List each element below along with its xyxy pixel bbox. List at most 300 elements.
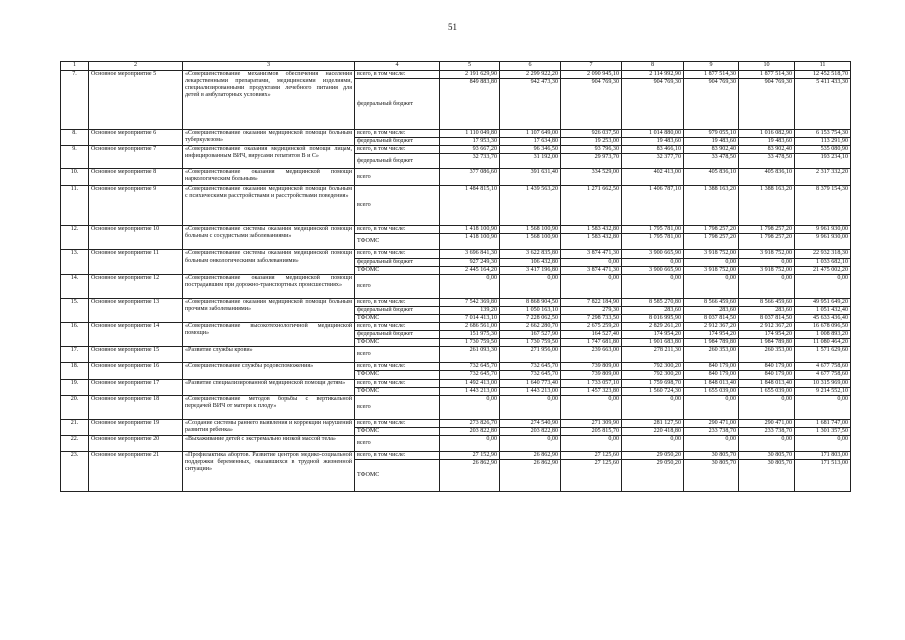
amount-cell: 1 050 163,10 [500,306,561,314]
amount-cell: 0,00 [795,274,851,298]
funding-source: ТФОМС [355,339,440,347]
amount-cell: 8 037 814,50 [739,314,795,322]
amount-cell: 1 583 432,80 [561,226,622,234]
funding-source: ТФОМС [355,234,440,250]
amount-cell: 0,00 [684,258,739,266]
funding-source: всего, в том числе: [355,419,440,427]
table-row [61,347,851,363]
amount-cell: 19 483,60 [739,138,795,146]
amount-cell: 271 956,00 [500,347,561,363]
amount-cell: 0,00 [440,274,500,298]
amount-cell: 0,00 [440,395,500,419]
amount-cell: 904 769,30 [622,79,684,130]
table-row [61,395,851,419]
table-row [61,451,851,459]
amount-cell: 26 862,90 [500,459,561,491]
amount-cell: 405 836,10 [739,169,795,186]
amount-cell: 30 805,70 [684,451,739,459]
table-row [61,323,851,331]
amount-cell: 1 014 880,00 [622,130,684,138]
column-header: 4 [355,62,440,71]
amount-cell: 3 900 665,90 [622,266,684,274]
amount-cell: 0,00 [561,395,622,419]
amount-cell: 3 900 665,90 [622,250,684,258]
activity-name: Основное мероприятие 11 [89,250,183,274]
amount-cell: 3 417 196,80 [500,266,561,274]
funding-source: всего, в том числе: [355,226,440,234]
amount-cell: 0,00 [622,395,684,419]
table-row [61,435,851,451]
amount-cell: 33 478,50 [739,154,795,169]
amount-cell: 1 798 257,20 [684,226,739,234]
amount-cell: 377 086,60 [440,169,500,186]
funding-source: ТФОМС [355,371,440,379]
amount-cell: 1 747 681,80 [561,339,622,347]
activity-description: «Профилактика абортов. Развитие центров медико-социальной поддержки беременных, оказавшихся в трудной жизненной ситуации» [183,451,355,491]
amount-cell: 2 114 992,90 [622,71,684,79]
amount-cell: 21 475 002,20 [795,266,851,274]
row-number: 7. [61,71,89,130]
amount-cell: 732 645,70 [440,363,500,371]
activity-description: «Совершенствование оказания медицинской помощи наркологическим больным» [183,169,355,186]
amount-cell: 11 080 464,20 [795,339,851,347]
amount-cell: 926 037,50 [561,130,622,138]
amount-cell: 19 483,60 [684,138,739,146]
amount-cell: 1 008 893,20 [795,331,851,339]
amount-cell: 927 249,30 [440,258,500,266]
amount-cell: 0,00 [795,395,851,419]
amount-cell: 3 874 471,30 [561,250,622,258]
amount-cell: 27 125,60 [561,459,622,491]
amount-cell: 739 809,00 [561,371,622,379]
activity-name: Основное мероприятие 5 [89,71,183,130]
column-header: 6 [500,62,561,71]
amount-cell: 49 951 649,20 [795,298,851,306]
amount-cell: 205 815,70 [561,427,622,435]
funding-source: федеральный бюджет [355,79,440,130]
amount-cell: 7 542 369,80 [440,298,500,306]
amount-cell: 93 667,20 [440,146,500,154]
amount-cell: 3 622 835,80 [500,250,561,258]
amount-cell: 1 733 057,10 [561,379,622,387]
funding-source: всего, в том числе: [355,130,440,138]
row-number: 11. [61,186,89,226]
amount-cell: 290 471,00 [684,419,739,427]
amount-cell: 8 016 995,90 [622,314,684,322]
amount-cell: 0,00 [561,435,622,451]
funding-source: федеральный бюджет [355,331,440,339]
activity-description: «Совершенствование оказания медицинской помощи лицам, инфицированным ВИЧ, вирусами гепатитов В и С» [183,146,355,169]
amount-cell: 2 090 945,10 [561,71,622,79]
amount-cell: 1 984 789,80 [739,339,795,347]
amount-cell: 3 918 752,00 [684,250,739,258]
amount-cell: 1 484 815,10 [440,186,500,226]
table-row [61,250,851,258]
funding-source: всего, в том числе: [355,298,440,306]
column-header: 5 [440,62,500,71]
amount-cell: 840 179,00 [684,363,739,371]
activity-name: Основное мероприятие 9 [89,186,183,226]
table-row [61,226,851,234]
amount-cell: 0,00 [739,435,795,451]
amount-cell: 840 179,00 [684,371,739,379]
amount-cell: 792 300,20 [622,363,684,371]
funding-source: всего, в том числе: [355,323,440,331]
amount-cell: 1 051 432,40 [795,306,851,314]
amount-cell: 732 645,70 [440,371,500,379]
amount-cell: 1 568 100,90 [500,234,561,250]
amount-cell: 8 585 270,80 [622,298,684,306]
column-header: 9 [684,62,739,71]
amount-cell: 3 918 752,00 [739,266,795,274]
amount-cell: 203 822,80 [440,427,500,435]
activity-name: Основное мероприятие 10 [89,226,183,250]
amount-cell: 1 877 514,30 [739,71,795,79]
amount-cell: 0,00 [500,395,561,419]
amount-cell: 1 492 413,00 [440,379,500,387]
amount-cell: 6 153 754,30 [795,130,851,138]
amount-cell: 1 655 039,00 [739,387,795,395]
amount-cell: 1 418 100,90 [440,226,500,234]
funding-source: федеральный бюджет [355,306,440,314]
amount-cell: 19 483,60 [622,138,684,146]
activity-description: «Совершенствование оказания медицинской помощи больным туберкулезом» [183,130,355,146]
table-row [61,71,851,79]
amount-cell: 0,00 [684,395,739,419]
amount-cell: 2 686 561,00 [440,323,500,331]
amount-cell: 29 050,20 [622,459,684,491]
amount-cell: 33 478,50 [684,154,739,169]
amount-cell: 0,00 [622,435,684,451]
amount-cell: 164 527,40 [561,331,622,339]
amount-cell: 261 093,30 [440,347,500,363]
amount-cell: 167 527,90 [500,331,561,339]
amount-cell: 22 932 318,30 [795,250,851,258]
activity-name: Основное мероприятие 14 [89,323,183,347]
activity-description: «Развитие специализированной медицинской помощи детям» [183,379,355,395]
funding-source: всего, в том числе: [355,71,440,79]
activity-name: Основное мероприятие 8 [89,169,183,186]
funding-source: ТФОМС [355,314,440,322]
amount-cell: 732 645,70 [500,371,561,379]
amount-cell: 96 346,50 [500,146,561,154]
amount-cell: 1 033 682,10 [795,258,851,266]
amount-cell: 2 317 332,20 [795,169,851,186]
row-number: 13. [61,250,89,274]
amount-cell: 0,00 [440,435,500,451]
amount-cell: 1 560 724,30 [622,387,684,395]
amount-cell: 1 107 649,00 [500,130,561,138]
amount-cell: 93 796,30 [561,146,622,154]
row-number: 20. [61,395,89,419]
amount-cell: 979 055,10 [684,130,739,138]
amount-cell: 1 406 787,10 [622,186,684,226]
amount-cell: 904 769,30 [561,79,622,130]
amount-cell: 279,30 [561,306,622,314]
amount-cell: 139,20 [440,306,500,314]
amount-cell: 233 738,70 [684,427,739,435]
amount-cell: 283,60 [684,306,739,314]
amount-cell: 19 253,00 [561,138,622,146]
amount-cell: 9 961 930,00 [795,226,851,234]
amount-cell: 174 954,20 [622,331,684,339]
amount-cell: 1 418 100,90 [440,234,500,250]
amount-cell: 203 822,80 [500,427,561,435]
activity-name: Основное мероприятие 19 [89,419,183,435]
amount-cell: 10 315 969,00 [795,379,851,387]
amount-cell: 1 795 781,00 [622,226,684,234]
funding-source: всего [355,395,440,419]
amount-cell: 7 228 062,50 [500,314,561,322]
amount-cell: 29 050,20 [622,451,684,459]
column-header: 10 [739,62,795,71]
funding-source: федеральный бюджет [355,154,440,169]
amount-cell: 1 798 257,20 [684,234,739,250]
amount-cell: 2 662 280,70 [500,323,561,331]
activity-description: «Совершенствование методов борьбы с вертикальной передачей ВИЧ от матери к плоду» [183,395,355,419]
funding-source: всего [355,186,440,226]
activity-description: «Совершенствование механизмов обеспечения населения лекарственными препаратами, медицинскими изделиями, специализированными продуктами лечебного питания для детей в амбулаторных условиях» [183,71,355,130]
amount-cell: 31 192,00 [500,154,561,169]
amount-cell: 220 418,80 [622,427,684,435]
amount-cell: 113 291,90 [795,138,851,146]
amount-cell: 281 127,50 [622,419,684,427]
amount-cell: 904 769,30 [739,79,795,130]
amount-cell: 83 466,10 [622,146,684,154]
amount-cell: 1 759 698,70 [622,379,684,387]
activity-description: «Совершенствование высокотехнологичной медицинской помощи» [183,323,355,347]
amount-cell: 0,00 [561,258,622,266]
header-row [61,62,851,71]
activity-name: Основное мероприятие 13 [89,298,183,322]
amount-cell: 8 037 814,50 [684,314,739,322]
amount-cell: 2 445 164,20 [440,266,500,274]
table-row [61,186,851,226]
amount-cell: 27 152,90 [440,451,500,459]
amount-cell: 83 902,40 [739,146,795,154]
amount-cell: 283,60 [739,306,795,314]
amount-cell: 278 211,30 [622,347,684,363]
amount-cell: 2 191 629,90 [440,71,500,79]
amount-cell: 3 918 752,00 [684,266,739,274]
funding-source: всего, в том числе: [355,451,440,459]
amount-cell: 1 730 759,50 [500,339,561,347]
amount-cell: 942 473,30 [500,79,561,130]
amount-cell: 174 954,20 [739,331,795,339]
row-number: 15. [61,298,89,322]
amount-cell: 0,00 [622,274,684,298]
amount-cell: 1 439 563,20 [500,186,561,226]
row-number: 8. [61,130,89,146]
amount-cell: 4 677 758,60 [795,363,851,371]
budget-table [60,61,851,492]
amount-cell: 1 583 432,80 [561,234,622,250]
amount-cell: 1 984 789,80 [684,339,739,347]
amount-cell: 1 730 759,50 [440,339,500,347]
amount-cell: 17 634,80 [500,138,561,146]
amount-cell: 27 125,60 [561,451,622,459]
amount-cell: 8 379 154,30 [795,186,851,226]
amount-cell: 30 805,70 [739,459,795,491]
amount-cell: 7 014 413,10 [440,314,500,322]
row-number: 9. [61,146,89,169]
amount-cell: 273 826,70 [440,419,500,427]
column-header: 2 [89,62,183,71]
amount-cell: 840 179,00 [739,371,795,379]
amount-cell: 30 805,70 [739,451,795,459]
activity-name: Основное мероприятие 15 [89,347,183,363]
activity-description: «Выхаживание детей с экстремально низкой массой тела» [183,435,355,451]
amount-cell: 2 912 367,20 [739,323,795,331]
column-header: 7 [561,62,622,71]
amount-cell: 1 798 257,20 [739,234,795,250]
activity-name: Основное мероприятие 17 [89,379,183,395]
amount-cell: 1 848 013,40 [684,379,739,387]
amount-cell: 26 862,90 [500,451,561,459]
amount-cell: 9 961 930,00 [795,234,851,250]
amount-cell: 0,00 [622,258,684,266]
activity-description: «Совершенствование оказания медицинской помощи больным прочими заболеваниями» [183,298,355,322]
funding-source: всего [355,347,440,363]
amount-cell: 405 836,10 [684,169,739,186]
amount-cell: 1 568 100,90 [500,226,561,234]
table-row [61,379,851,387]
amount-cell: 151 975,30 [440,331,500,339]
column-header: 3 [183,62,355,71]
funding-source: ТФОМС [355,387,440,395]
amount-cell: 0,00 [684,435,739,451]
amount-cell: 17 953,30 [440,138,500,146]
activity-name: Основное мероприятие 16 [89,363,183,379]
amount-cell: 260 353,00 [684,347,739,363]
row-number: 18. [61,363,89,379]
row-number: 22. [61,435,89,451]
amount-cell: 334 529,00 [561,169,622,186]
amount-cell: 1 443 213,00 [500,387,561,395]
row-number: 12. [61,226,89,250]
amount-cell: 1 301 357,50 [795,427,851,435]
amount-cell: 402 413,00 [622,169,684,186]
amount-cell: 1 798 257,20 [739,226,795,234]
amount-cell: 1 571 629,60 [795,347,851,363]
amount-cell: 0,00 [739,274,795,298]
funding-source: всего [355,435,440,451]
column-header: 1 [61,62,89,71]
row-number: 16. [61,323,89,347]
amount-cell: 1 640 773,40 [500,379,561,387]
amount-cell: 26 862,90 [440,459,500,491]
activity-description: «Совершенствование системы оказания медицинской помощи больным с сосудистыми заболеваниями» [183,226,355,250]
amount-cell: 274 540,90 [500,419,561,427]
activity-description: «Развитие службы крови» [183,347,355,363]
row-number: 10. [61,169,89,186]
amount-cell: 1 901 683,80 [622,339,684,347]
amount-cell: 16 678 096,50 [795,323,851,331]
amount-cell: 391 631,40 [500,169,561,186]
amount-cell: 0,00 [561,274,622,298]
amount-cell: 174 954,20 [684,331,739,339]
amount-cell: 0,00 [739,395,795,419]
amount-cell: 283,60 [622,306,684,314]
activity-description: «Совершенствование оказания медицинской помощи пострадавшим при дорожно-транспортных происшествиях» [183,274,355,298]
amount-cell: 739 809,00 [561,363,622,371]
funding-source: всего, в том числе: [355,146,440,154]
activity-description: «Совершенствование оказания медицинской помощи больным с психическими расстройствами и расстройствами поведения» [183,186,355,226]
amount-cell: 171 513,00 [795,459,851,491]
table-row [61,274,851,298]
amount-cell: 106 432,80 [500,258,561,266]
amount-cell: 1 388 163,20 [739,186,795,226]
amount-cell: 3 874 471,30 [561,266,622,274]
row-number: 17. [61,347,89,363]
amount-cell: 535 080,90 [795,146,851,154]
amount-cell: 29 973,70 [561,154,622,169]
amount-cell: 2 912 367,20 [684,323,739,331]
amount-cell: 0,00 [500,274,561,298]
amount-cell: 904 769,30 [684,79,739,130]
table-row [61,419,851,427]
row-number: 19. [61,379,89,395]
funding-source: всего [355,274,440,298]
row-number: 14. [61,274,89,298]
amount-cell: 5 411 433,30 [795,79,851,130]
activity-name: Основное мероприятие 18 [89,395,183,419]
amount-cell: 1 443 213,00 [440,387,500,395]
amount-cell: 83 902,40 [684,146,739,154]
amount-cell: 9 214 552,10 [795,387,851,395]
amount-cell: 32 733,70 [440,154,500,169]
amount-cell: 1 388 163,20 [684,186,739,226]
amount-cell: 8 566 459,60 [684,298,739,306]
table-row [61,298,851,306]
amount-cell: 7 298 733,50 [561,314,622,322]
activity-name: Основное мероприятие 7 [89,146,183,169]
amount-cell: 732 645,70 [500,363,561,371]
amount-cell: 1 655 039,00 [684,387,739,395]
amount-cell: 1 457 323,80 [561,387,622,395]
amount-cell: 1 681 747,00 [795,419,851,427]
amount-cell: 0,00 [739,258,795,266]
funding-source: всего, в том числе: [355,379,440,387]
amount-cell: 260 353,00 [739,347,795,363]
amount-cell: 840 179,00 [739,363,795,371]
amount-cell: 1 795 781,00 [622,234,684,250]
funding-source: всего, в том числе: [355,250,440,258]
amount-cell: 2 299 922,20 [500,71,561,79]
amount-cell: 193 234,10 [795,154,851,169]
activity-name: Основное мероприятие 12 [89,274,183,298]
amount-cell: 45 633 436,40 [795,314,851,322]
funding-source: ТФОМС [355,266,440,274]
activity-description: «Совершенствование службы родовспоможения» [183,363,355,379]
amount-cell: 1 110 049,80 [440,130,500,138]
amount-cell: 0,00 [684,274,739,298]
activity-description: «Совершенствование системы оказания медицинской помощи больным онкологическими заболеваниями» [183,250,355,274]
funding-source: ТФОМС [355,427,440,435]
amount-cell: 792 300,20 [622,371,684,379]
funding-source: всего, в том числе: [355,363,440,371]
activity-description: «Создание системы раннего выявления и коррекции нарушений развития ребенка» [183,419,355,435]
funding-source: всего [355,169,440,186]
amount-cell: 12 452 518,70 [795,71,851,79]
amount-cell: 0,00 [500,435,561,451]
amount-cell: 1 848 013,40 [739,379,795,387]
amount-cell: 8 868 904,50 [500,298,561,306]
amount-cell: 3 696 841,30 [440,250,500,258]
table-row [61,130,851,138]
activity-name: Основное мероприятие 6 [89,130,183,146]
amount-cell: 8 566 459,60 [739,298,795,306]
